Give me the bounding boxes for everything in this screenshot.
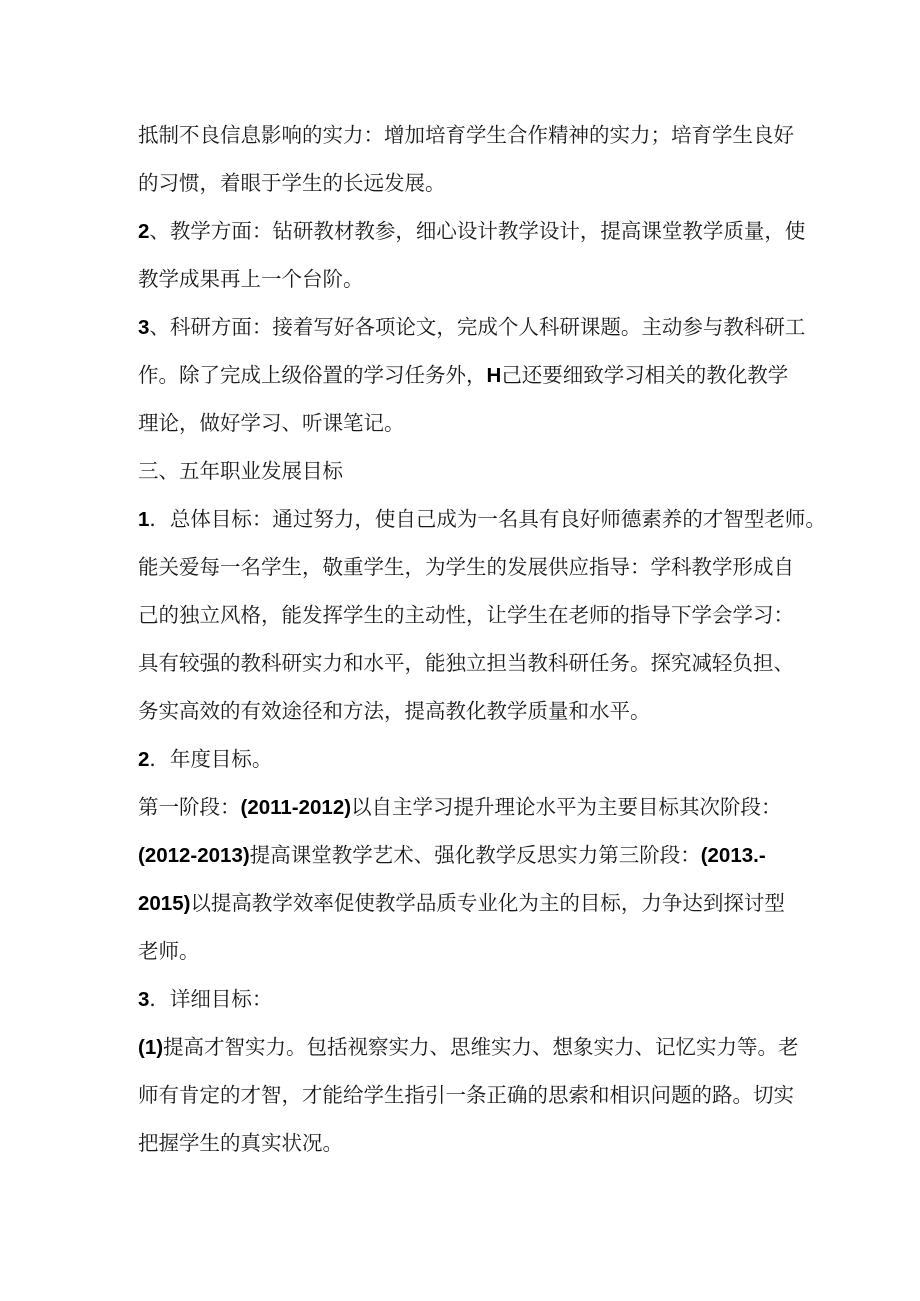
- line-text: 的习惯，着眼于学生的长远发展。: [138, 171, 446, 195]
- list-item-research: [138, 317, 805, 339]
- item-number: 2: [138, 220, 150, 243]
- line-text: 提高才智实力。包括视察实力、思维实力、想象实力、记忆实力等。老: [163, 1035, 799, 1059]
- paragraph-line: [138, 797, 782, 819]
- paragraph-line: [138, 845, 766, 867]
- section-heading: [138, 461, 343, 482]
- item-number: 3: [138, 316, 150, 339]
- paragraph-line: [138, 605, 794, 626]
- paragraph-line: [138, 557, 794, 578]
- bold-glyph: H: [486, 364, 502, 387]
- paragraph-line: [138, 365, 788, 387]
- item-number: (1): [138, 1036, 164, 1059]
- line-text: 能关爱每一名学生，敬重学生，为学生的发展供应指导：学科教学形成自: [138, 555, 794, 579]
- paragraph-line: [138, 701, 651, 722]
- paragraph-line: [138, 413, 405, 434]
- line-text: 理论，做好学习、听课笔记。: [138, 411, 405, 435]
- paragraph-line: [138, 653, 794, 674]
- sub-item-wisdom: [138, 1037, 799, 1059]
- item-number: 2: [138, 748, 150, 771]
- line-text: 作。除了完成上级俗置的学习任务外，: [138, 363, 487, 387]
- line-text: ．详细目标：: [149, 987, 273, 1011]
- item-number: 1: [138, 508, 150, 531]
- line-text: 师有肯定的才智，才能给学生指引一条正确的思索和相识问题的路。切实: [138, 1083, 794, 1107]
- line-text: 以自主学习提升理论水平为主要目标其次阶段：: [351, 795, 782, 819]
- list-item-teaching: [138, 221, 805, 243]
- line-text: 教学成果再上一个台阶。: [138, 267, 364, 291]
- paragraph-line: [138, 269, 364, 290]
- line-text: 己的独立风格，能发挥学生的主动性，让学生在老师的指导下学会学习：: [138, 603, 794, 627]
- paragraph-line: [138, 893, 785, 915]
- line-text: ．年度目标。: [149, 747, 273, 771]
- line-text: 第一阶段：: [138, 795, 241, 819]
- year-range: (2013.-: [700, 844, 766, 867]
- line-text: 具有较强的教科研实力和水平，能独立担当教科研任务。探究减轻负担、: [138, 651, 794, 675]
- line-text: 老师。: [138, 939, 200, 963]
- paragraph-line: [138, 941, 200, 962]
- line-text: 务实高效的有效途径和方法，提高教化教学质量和水平。: [138, 699, 651, 723]
- list-item-annual-goal: [138, 749, 272, 771]
- paragraph-line: [138, 1133, 343, 1154]
- year-range: (2011-2012): [240, 796, 352, 819]
- year-range: (2012-2013): [138, 844, 250, 867]
- line-text: 、教学方面：钻研教材教参，细心设计教学设计，提高课堂教学质量，使: [149, 219, 806, 243]
- heading-text: 三、五年职业发展目标: [138, 459, 343, 483]
- line-text: 把握学生的真实状况。: [138, 1131, 343, 1155]
- item-number: 3: [138, 988, 150, 1011]
- line-text: 己还要细致学习相关的教化教学: [501, 363, 789, 387]
- paragraph-line: [138, 1085, 794, 1106]
- list-item-overall-goal: [138, 509, 826, 531]
- line-text: 抵制不良信息影响的实力：增加培育学生合作精神的实力；培育学生良好: [138, 123, 794, 147]
- line-text: 提高课堂教学艺术、强化教学反思实力第三阶段：: [249, 843, 701, 867]
- year-range: 2015): [138, 892, 191, 915]
- line-text: 、科研方面：接着写好各项论文，完成个人科研课题。主动参与教科研工: [149, 315, 806, 339]
- paragraph-line: [138, 173, 446, 194]
- line-text: 以提高教学效率促使教学品质专业化为主的目标，力争达到探讨型: [190, 891, 785, 915]
- list-item-detailed-goal: [138, 989, 272, 1011]
- paragraph-line: [138, 125, 794, 146]
- line-text: ．总体目标：通过努力，使自己成为一名具有良好师德素养的才智型老师。: [149, 507, 826, 531]
